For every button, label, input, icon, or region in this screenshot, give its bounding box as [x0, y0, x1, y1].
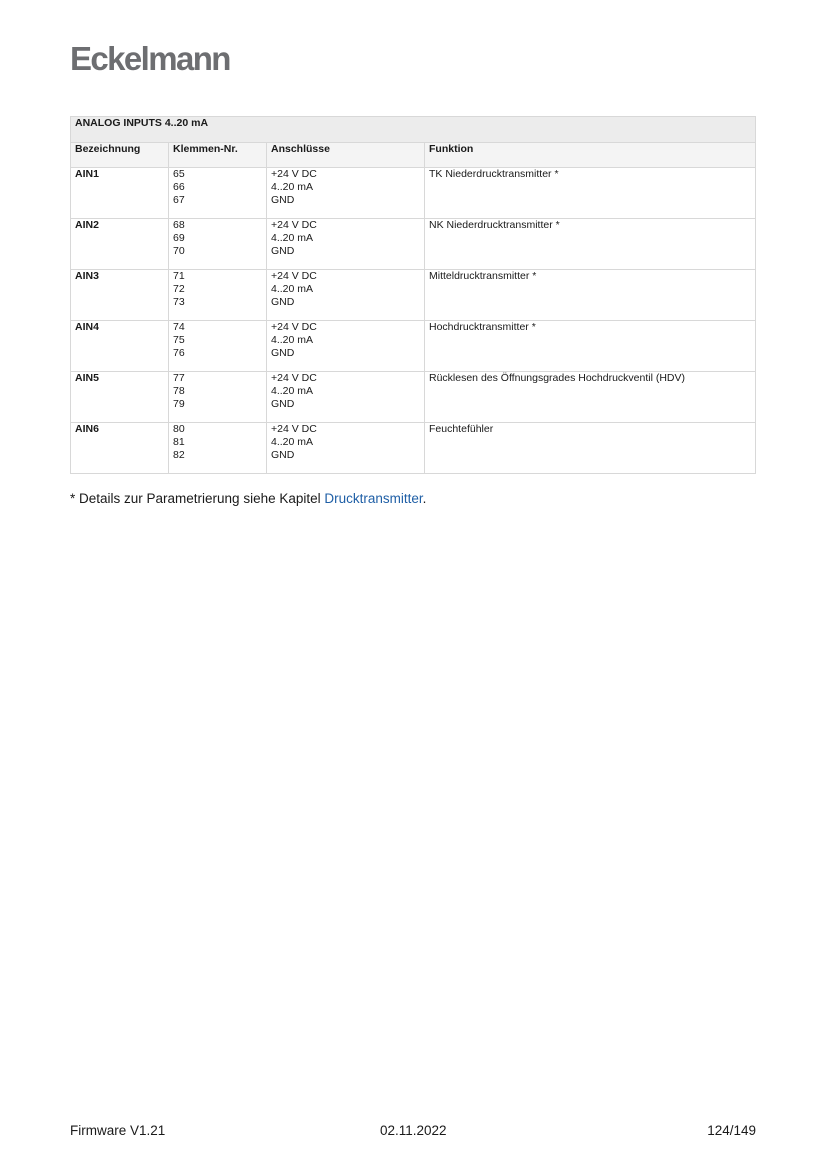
footnote-text: * Details zur Parametrierung siehe Kapitel [70, 491, 325, 506]
cell-connections: +24 V DC 4..20 mA GND [267, 168, 425, 219]
cell-connections: +24 V DC 4..20 mA GND [267, 219, 425, 270]
cell-name: AIN6 [71, 423, 169, 474]
cell-function: Rücklesen des Öffnungsgrades Hochdruckventil (HDV) [425, 372, 756, 423]
cell-terminals: 80 81 82 [169, 423, 267, 474]
footer-date: 02.11.2022 [380, 1123, 447, 1138]
column-header-klemmen: Klemmen-Nr. [169, 143, 267, 168]
cell-terminals: 74 75 76 [169, 321, 267, 372]
cell-terminals: 77 78 79 [169, 372, 267, 423]
table-row [71, 372, 756, 423]
cell-name: AIN5 [71, 372, 169, 423]
cell-function: Hochdrucktransmitter * [425, 321, 756, 372]
cell-function: Feuchtefühler [425, 423, 756, 474]
footnote-suffix: . [422, 491, 427, 506]
cell-connections: +24 V DC 4..20 mA GND [267, 321, 425, 372]
analog-inputs-table [70, 116, 756, 474]
table-row [71, 168, 756, 219]
table-row [71, 270, 756, 321]
column-header-funktion: Funktion [425, 143, 756, 168]
cell-function: TK Niederdrucktransmitter * [425, 168, 756, 219]
cell-connections: +24 V DC 4..20 mA GND [267, 372, 425, 423]
cell-function: Mitteldrucktransmitter * [425, 270, 756, 321]
cell-terminals: 65 66 67 [169, 168, 267, 219]
drucktransmitter-link[interactable]: Drucktransmitter [324, 491, 423, 506]
cell-connections: +24 V DC 4..20 mA GND [267, 270, 425, 321]
cell-name: AIN1 [71, 168, 169, 219]
cell-terminals: 68 69 70 [169, 219, 267, 270]
cell-name: AIN2 [71, 219, 169, 270]
table-title: ANALOG INPUTS 4..20 mA [71, 117, 756, 143]
cell-connections: +24 V DC 4..20 mA GND [267, 423, 425, 474]
footnote [70, 491, 426, 506]
table-row [71, 423, 756, 474]
footer-page-number: 124/149 [707, 1123, 756, 1138]
cell-name: AIN4 [71, 321, 169, 372]
cell-function: NK Niederdrucktransmitter * [425, 219, 756, 270]
table-row [71, 321, 756, 372]
cell-name: AIN3 [71, 270, 169, 321]
table-row [71, 219, 756, 270]
eckelmann-logo: Eckelmann [70, 40, 230, 77]
footer-firmware: Firmware V1.21 [70, 1123, 166, 1138]
column-header-bezeichnung: Bezeichnung [71, 143, 169, 168]
cell-terminals: 71 72 73 [169, 270, 267, 321]
column-header-anschluesse: Anschlüsse [267, 143, 425, 168]
